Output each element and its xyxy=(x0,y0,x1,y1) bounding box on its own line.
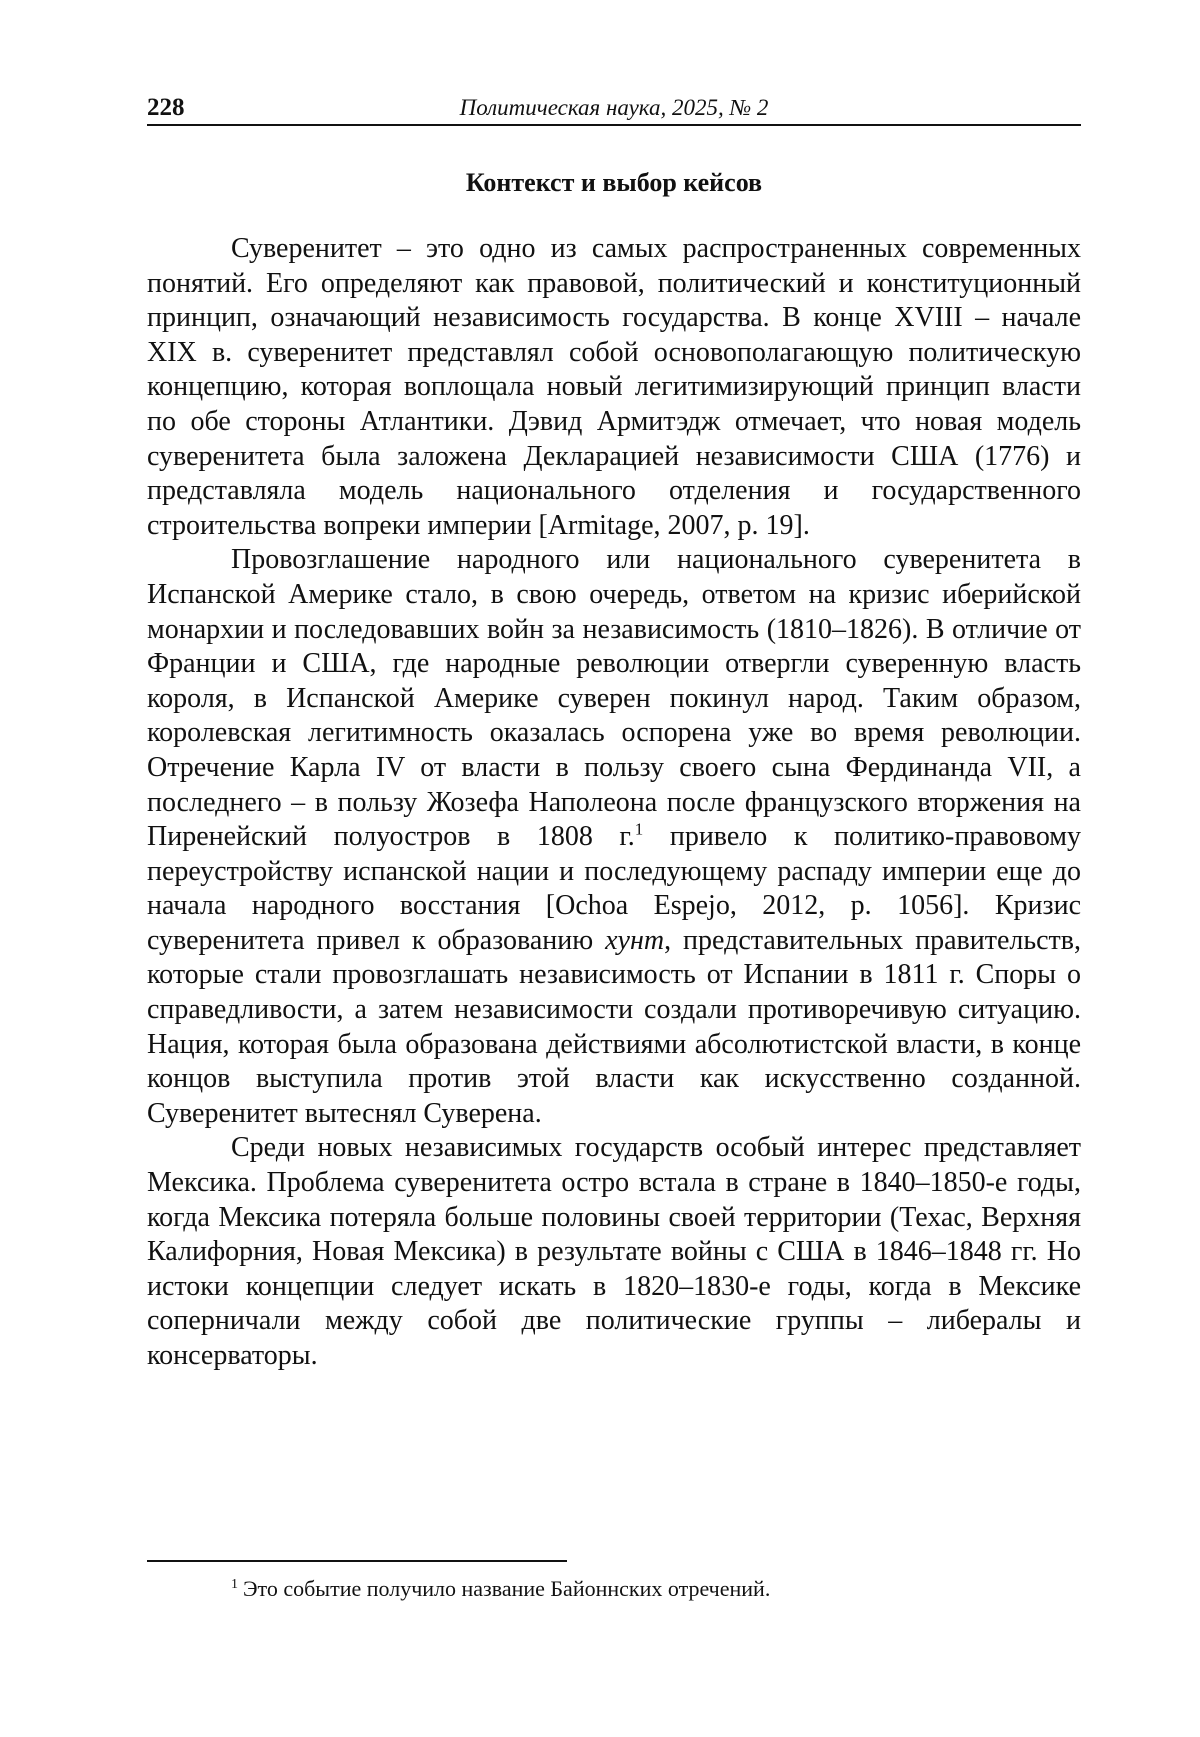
footnote-text: Это событие получило название Байоннских отречений. xyxy=(243,1576,770,1601)
section-heading: Контекст и выбор кейсов xyxy=(147,166,1081,200)
paragraph-spanish-america xyxy=(147,543,1081,1131)
paragraph-text-segment: Провозглашение народного или национального суверенитета в Испанской Америке стало, в свою очередь, ответом на кризис иберийской монархии и последовавших войн за независимость (1810–1826). В отличие от Франции и США, где народные революции отвергли суверенную власть короля, в Испанской Америке суверен покинул народ. Таким образом, королевская легитимность оказалась оспорена уже во время революции. Отречение Карла IV от власти в пользу своего сына Фердинанда VII, а последнего – в пользу Жозефа Наполеона после французского вторжения на Пиренейский полуостров в 1808 г. xyxy=(147,544,1081,852)
paragraph-text-segment: , представительных правительств, которые стали провозглашать независимость от Испании в 1811 г. Споры о справедливости, а затем независимости создали противоречивую ситуацию. Нация, которая была образована действиями абсолютистской власти, в конце концов выступила против этой власти как искусственно созданной. Суверенитет вытеснял Суверена. xyxy=(147,925,1081,1129)
paragraph-sovereignty-definition: Суверенитет – это одно из самых распространенных современных понятий. Его определяют как правовой, политический и конституционный принцип, означающий независимость государства. В конце XVIII – начале XIX в. суверенитет представлял собой основополагающую политическую концепцию, которая воплощала новый легитимизирующий принцип власти по обе стороны Атлантики. Дэвид Армитэдж отмечает, что новая модель суверенитета была заложена Декларацией независимости США (1776) и представляла модель национального отделения и государственного строительства вопреки империи [Armitage, 2007, p. 19]. xyxy=(147,232,1081,543)
paragraph-text-segment: привело к политико-правовому переустройству испанской нации и последующему распаду империи еще до начала народного восстания [Ochoa Espejo, 2012, p. 1056]. Кризис суверенитета привел к образованию xyxy=(147,821,1081,956)
footnote-divider xyxy=(147,1560,567,1562)
running-header xyxy=(147,88,1081,126)
paragraph-mexico: Среди новых независимых государств особый интерес представляет Мексика. Проблема суверенитета остро встала в стране в 1840–1850-е годы, когда Мексика потеряла больше половины своей территории (Техас, Верхняя Калифорния, Новая Мексика) в результате войны с США в 1846–1848 гг. Но истоки концепции следует искать в 1820–1830-е годы, когда в Мексике соперничали между собой две политические группы – либералы и консерваторы. xyxy=(147,1131,1081,1373)
page-number: 228 xyxy=(147,94,185,122)
article-body xyxy=(147,232,1081,1374)
footnote-reference[interactable]: 1 xyxy=(635,820,644,839)
footnote-number: 1 xyxy=(231,1577,238,1592)
journal-title: Политическая наука, 2025, № 2 xyxy=(147,94,1081,122)
footnote xyxy=(231,1575,1081,1603)
italic-term: хунт xyxy=(605,925,664,956)
